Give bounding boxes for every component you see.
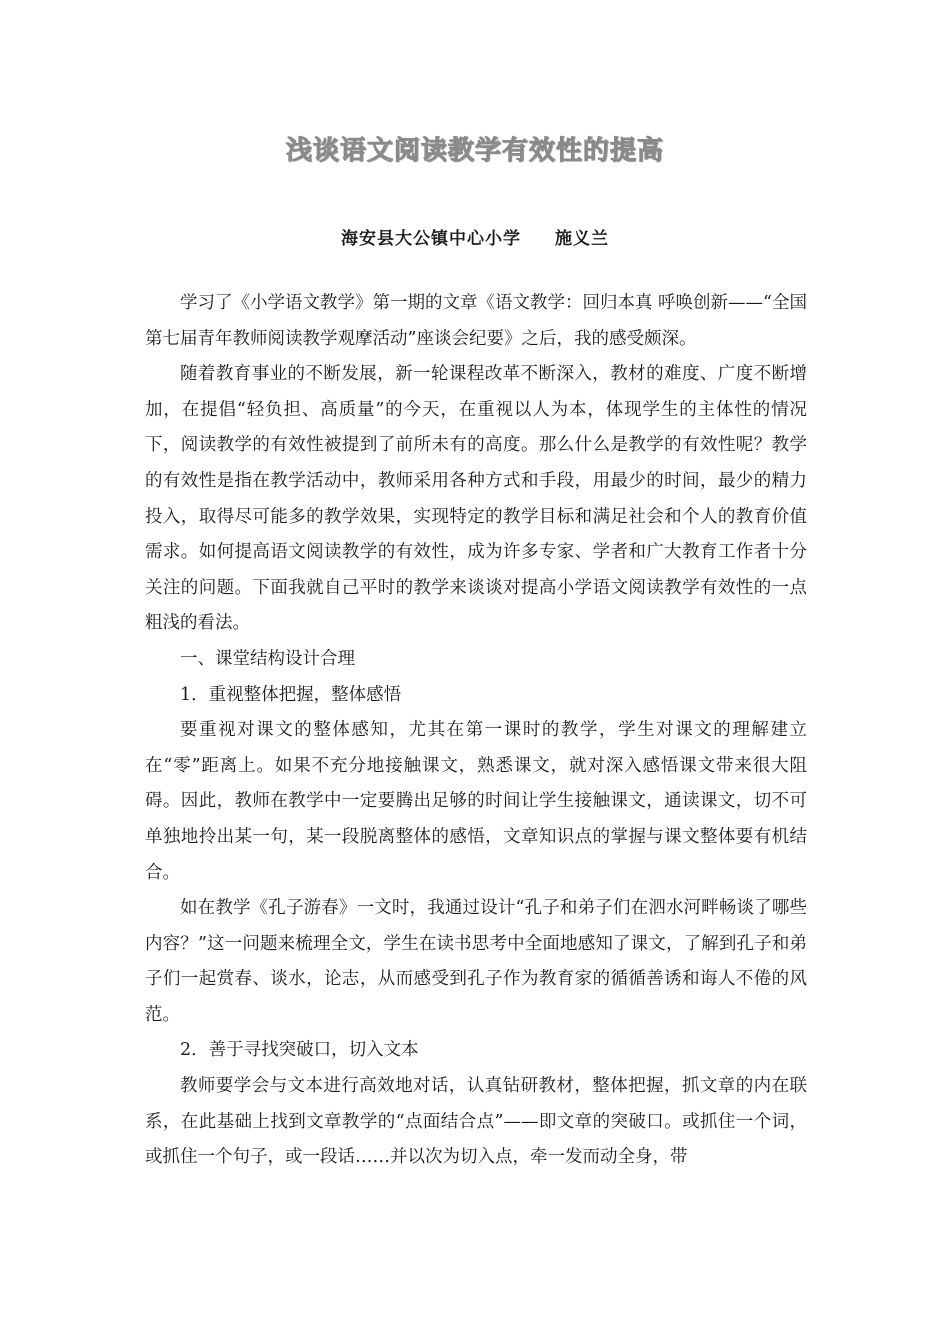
subheading-1-2: 2．善于寻找突破口，切入文本 [180, 1040, 419, 1061]
paragraph-breakthrough: 教师要学会与文本进行高效地对话，认真钻研教材，整体把握，抓文章的内在联系，在此基础上找到文章教学的“点面结合点”——即文章的突破口。或抓住一个词，或抓住一个句子，或一段话……并以次为切入点，牵一发而动全身，带 [145, 1076, 807, 1168]
document-body [145, 286, 807, 1176]
author-name: 施义兰 [555, 229, 609, 249]
paragraph-background: 随着教育事业的不断发展，新一轮课程改革不断深入，教材的难度、广度不断增加，在提倡“轻负担、高质量”的今天，在重视以人为本，体现学生的主体性的情况下，阅读教学的有效性被提到了前所未有的高度。那么什么是教学的有效性呢？教学的有效性是指在教学活动中，教师采用各种方式和手段，用最少的时间，最少的精力投入，取得尽可能多的教学效果，实现特定的教学目标和满足社会和个人的教育价值需求。如何提高语文阅读教学的有效性，成为许多专家、学者和广大教育工作者十分关注的问题。下面我就自己平时的教学来谈谈对提高小学语文阅读教学有效性的一点粗浅的看法。 [145, 364, 807, 634]
paragraph-intro: 学习了《小学语文教学》第一期的文章《语文教学：回归本真 呼唤创新——“全国第七届青年教师阅读教学观摩活动”座谈会纪要》之后，我的感受颇深。 [145, 293, 808, 349]
paragraph-overall-perception: 要重视对课文的整体感知，尤其在第一课时的教学，学生对课文的理解建立在“零”距离上。如果不充分地接触课文，熟悉课文，就对深入感悟课文带来很大阻碍。因此，教师在教学中一定要腾出足够的时间让学生接触课文，通读课文，切不可单独地拎出某一句，某一段脱离整体的感悟，文章知识点的掌握与课文整体要有机结合。 [145, 720, 807, 883]
subheading-1-1: 1．重视整体把握，整体感悟 [180, 684, 402, 705]
paragraph-example-confucius: 如在教学《孔子游春》一文时，我通过设计“孔子和弟子们在泗水河畔畅谈了哪些内容？”这一问题来梳理全文，学生在读书思考中全面地感知了课文，了解到孔子和弟子们一起赏春、谈水，论志，从而感受到孔子作为教育家的循循善诱和诲人不倦的风范。 [145, 898, 807, 1025]
author-school: 海安县大公镇中心小学 [341, 229, 521, 249]
section-heading-1: 一、课堂结构设计合理 [180, 648, 355, 669]
document-title: 浅谈语文阅读教学有效性的提高 [285, 136, 664, 166]
author-line [0, 224, 950, 249]
